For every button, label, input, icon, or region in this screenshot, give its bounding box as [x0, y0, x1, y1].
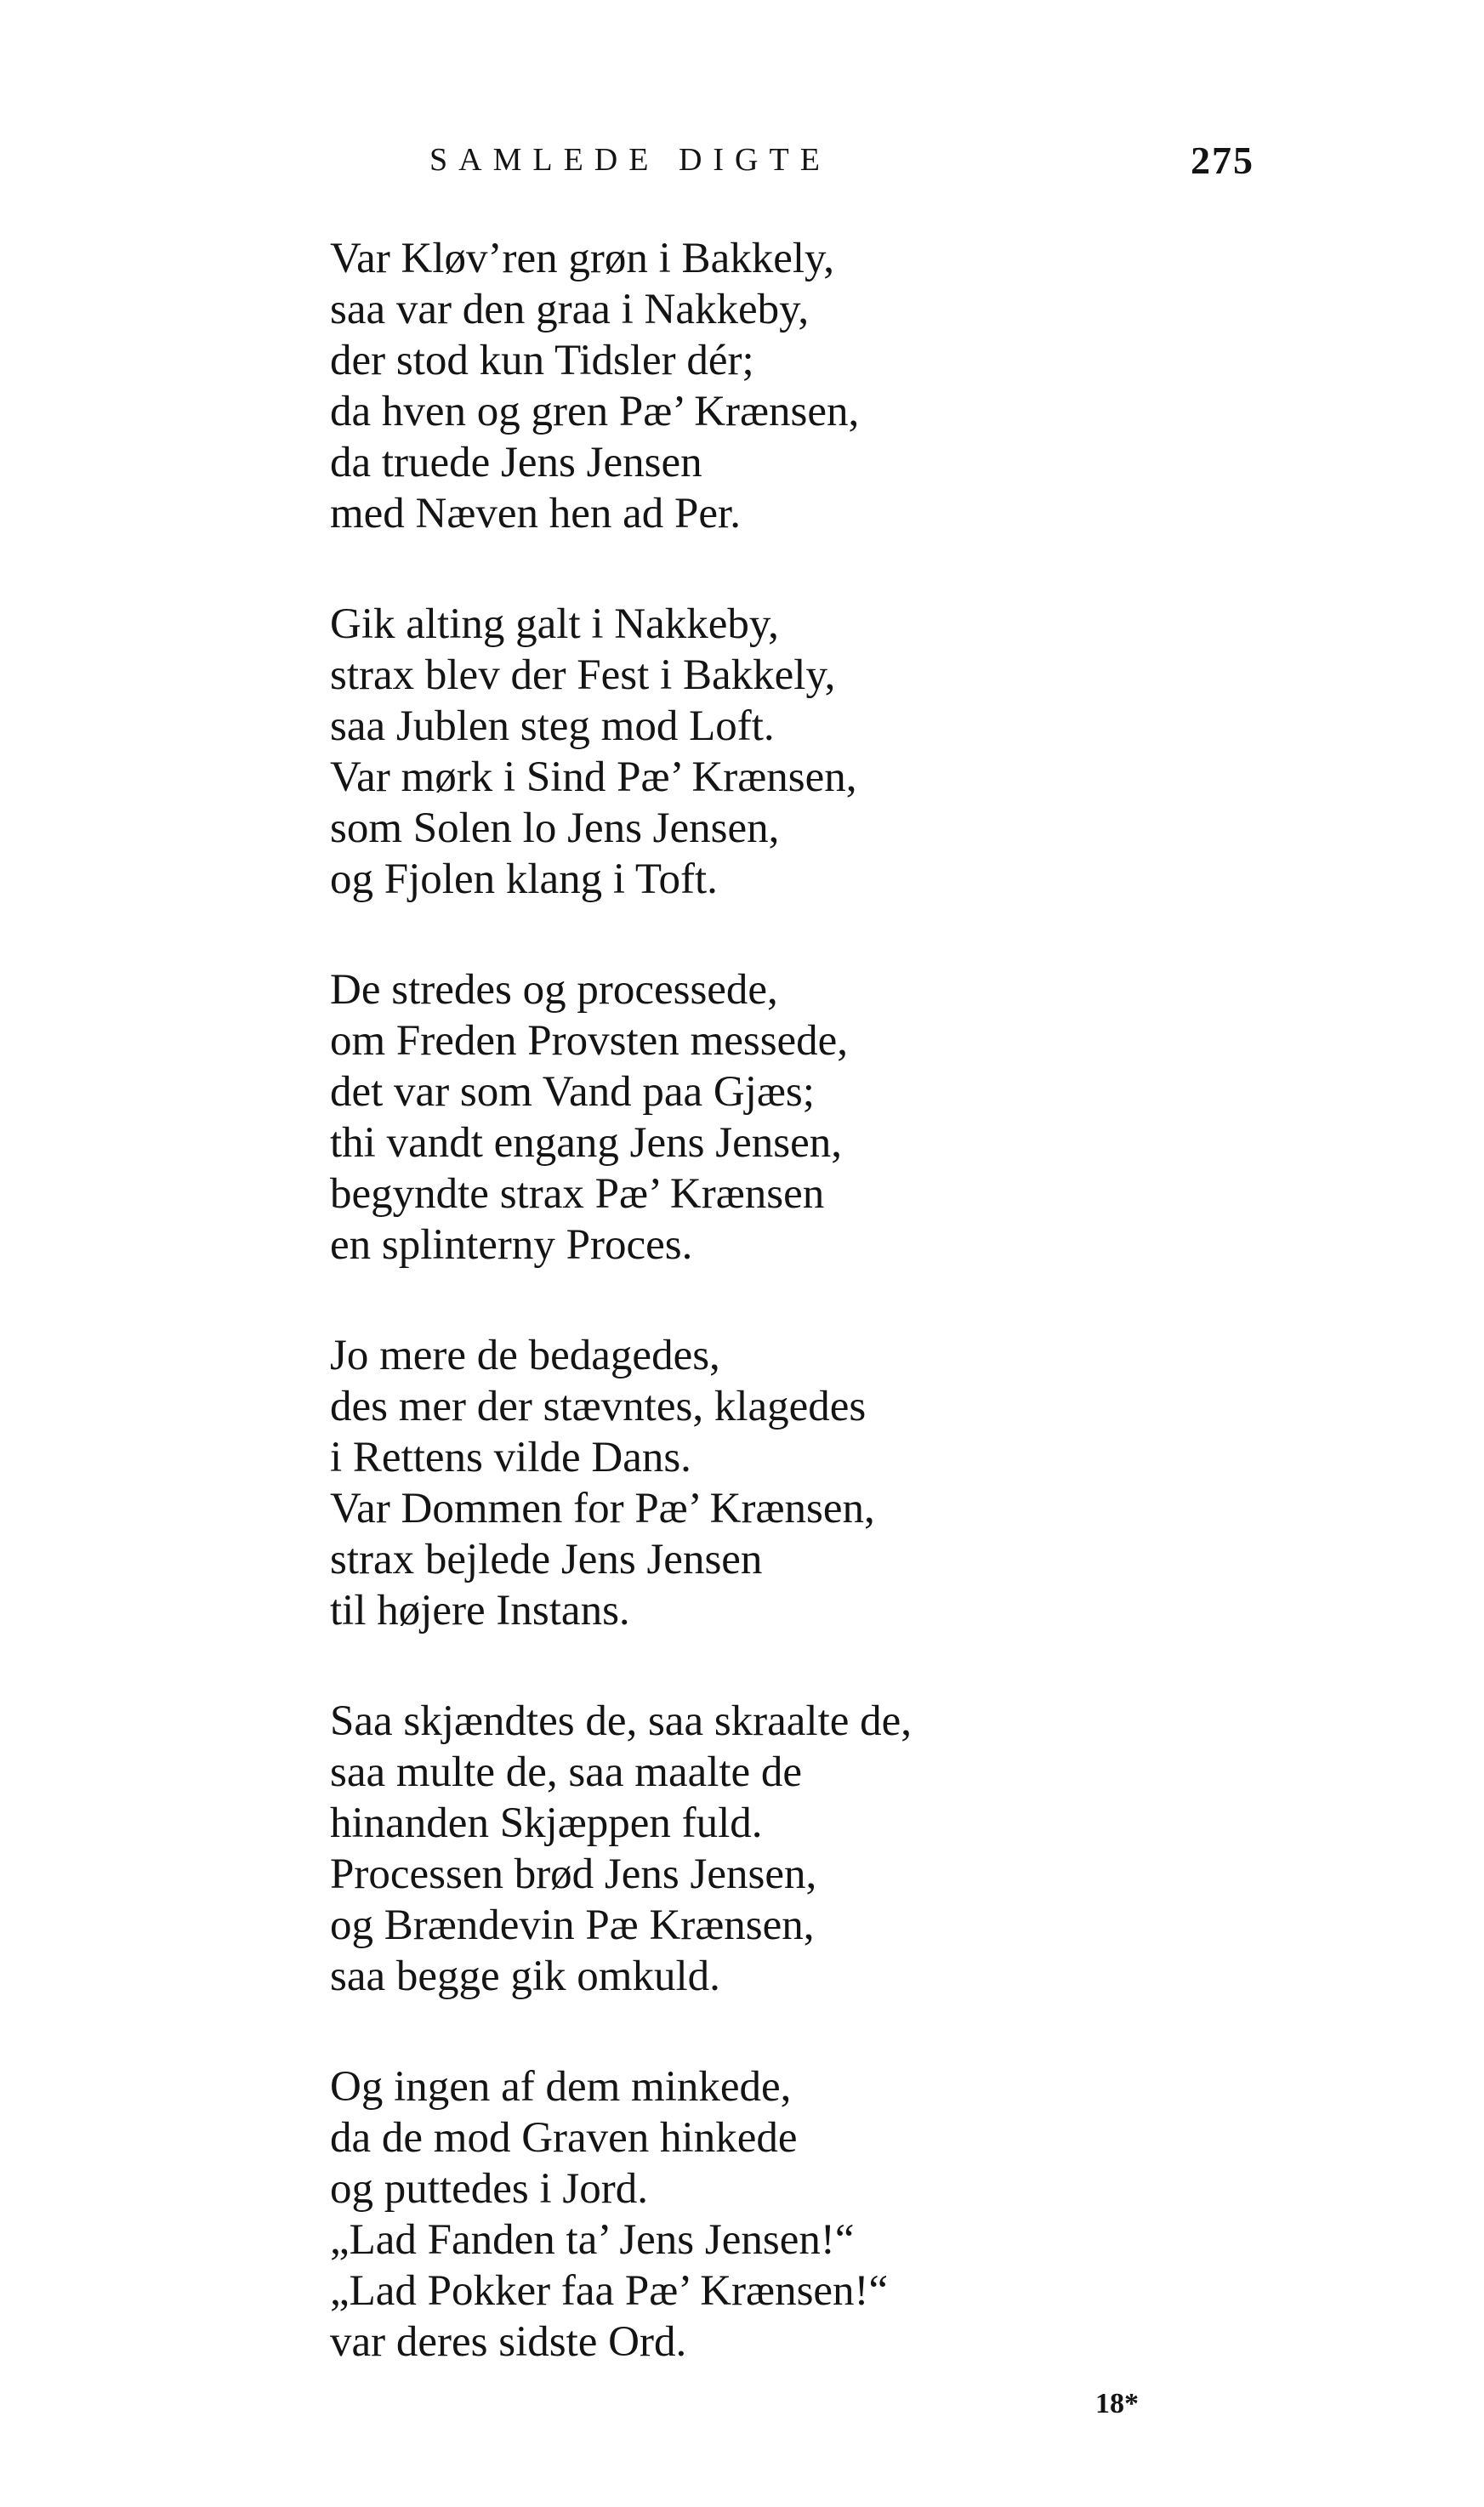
verse-line: saa Jublen steg mod Loft. — [330, 702, 775, 750]
verse-line: Jo mere de bedagedes, — [330, 1332, 720, 1379]
stanza-3 — [330, 964, 1180, 1271]
verse-line: hinanden Skjæppen fuld. — [330, 1799, 763, 1847]
signature-mark: 18* — [1095, 2388, 1139, 2419]
verse-line: var deres sidste Ord. — [330, 2318, 687, 2366]
verse-line: Og ingen af dem minkede, — [330, 2063, 792, 2111]
stanza-divider — [330, 1636, 1180, 1696]
stanza-divider — [330, 905, 1180, 964]
stanza-1 — [330, 233, 1180, 539]
verse-line: Processen brød Jens Jensen, — [330, 1850, 817, 1898]
verse-line: i Rettens vilde Dans. — [330, 1434, 691, 1481]
stanza-4 — [330, 1330, 1180, 1636]
verse-line: Var Kløv’ren grøn i Bakkely, — [330, 235, 834, 282]
verse-line: da truede Jens Jensen — [330, 439, 702, 486]
verse-line: saa begge gik omkuld. — [330, 1953, 720, 2000]
verse-line: thi vandt engang Jens Jensen, — [330, 1119, 842, 1167]
verse-line: om Freden Provsten messede, — [330, 1017, 849, 1065]
verse-line: til højere Instans. — [330, 1587, 630, 1634]
verse-line: Var mørk i Sind Pæ’ Krænsen, — [330, 753, 857, 801]
verse-line: med Næven hen ad Per. — [330, 490, 741, 537]
verse-line: da hven og gren Pæ’ Krænsen, — [330, 388, 860, 435]
verse-line: Var Dommen for Pæ’ Krænsen, — [330, 1485, 875, 1532]
stanza-2 — [330, 599, 1180, 905]
verse-line: det var som Vand paa Gjæs; — [330, 1068, 815, 1116]
stanza-6 — [330, 2061, 1180, 2368]
verse-line: og puttedes i Jord. — [330, 2165, 648, 2213]
verse-line: Gik alting galt i Nakkeby, — [330, 600, 779, 648]
verse-line: og Fjolen klang i Toft. — [330, 856, 718, 903]
verse-line: Saa skjændtes de, saa skraalte de, — [330, 1697, 913, 1745]
verse-line: saa var den graa i Nakkeby, — [330, 286, 810, 333]
stanza-divider — [330, 2002, 1180, 2061]
stanza-divider — [330, 1271, 1180, 1330]
verse-line: og Brændevin Pæ Krænsen, — [330, 1902, 815, 1949]
verse-line: da de mod Graven hinkede — [330, 2114, 798, 2162]
verse-line: strax blev der Fest i Bakkely, — [330, 651, 836, 699]
verse-line: der stod kun Tidsler dér; — [330, 337, 754, 384]
poem — [330, 233, 1180, 2368]
verse-line: en splinterny Proces. — [330, 1221, 693, 1269]
verse-line: „Lad Fanden ta’ Jens Jensen!“ — [330, 2216, 855, 2264]
verse-line: De stredes og processede, — [330, 966, 778, 1014]
stanza-divider — [330, 539, 1180, 599]
verse-line: saa multe de, saa maalte de — [330, 1748, 803, 1796]
page-number: 275 — [1191, 139, 1254, 182]
running-head: SAMLEDE DIGTE — [429, 142, 831, 178]
verse-line: som Solen lo Jens Jensen, — [330, 804, 780, 852]
verse-line: „Lad Pokker faa Pæ’ Krænsen!“ — [330, 2267, 889, 2315]
verse-line: begyndte strax Pæ’ Krænsen — [330, 1170, 825, 1218]
verse-line: strax bejlede Jens Jensen — [330, 1536, 763, 1583]
stanza-5 — [330, 1696, 1180, 2002]
verse-line: des mer der stævntes, klagedes — [330, 1383, 867, 1430]
